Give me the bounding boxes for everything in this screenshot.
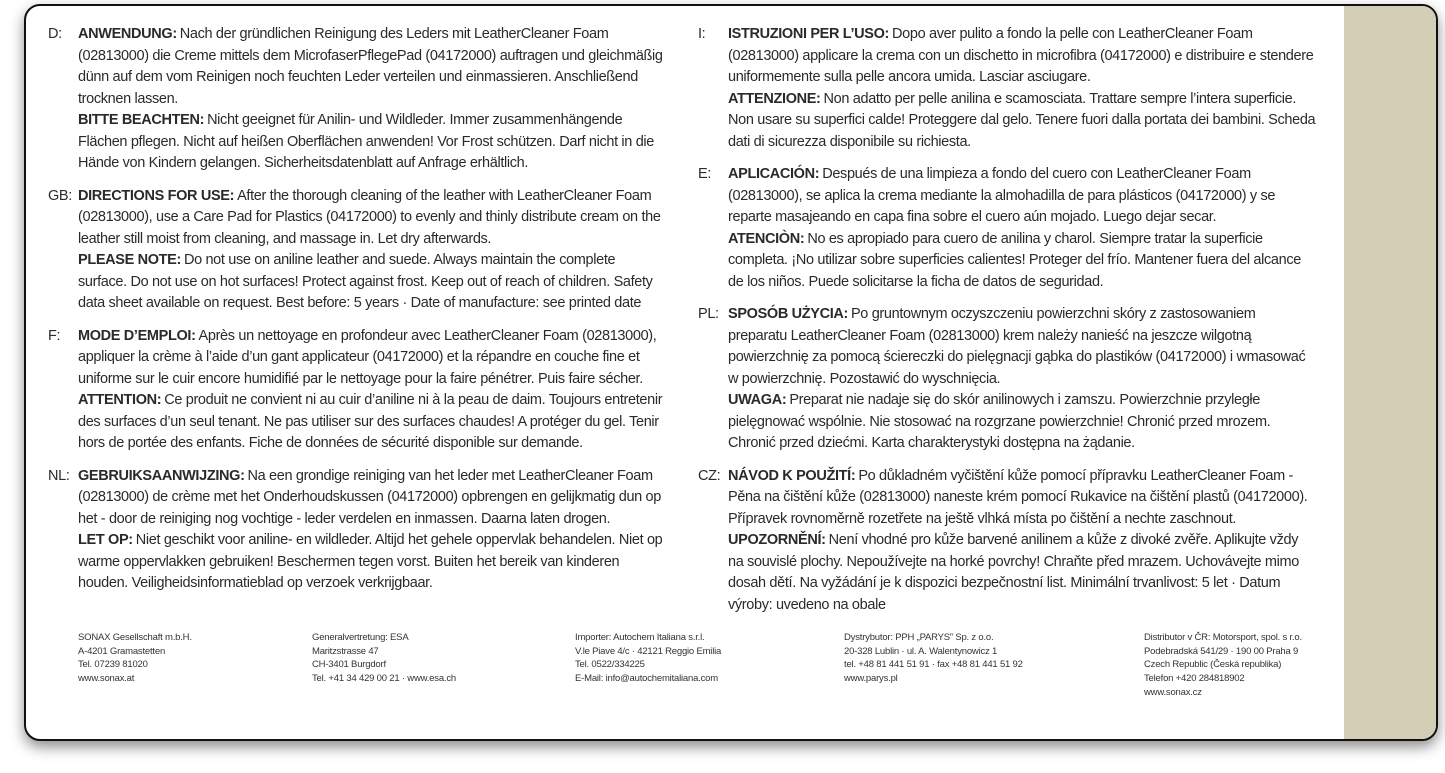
footer-address-line: Tel. 0522/334225 [575, 659, 645, 671]
instruction-paragraph [78, 530, 666, 595]
label-side-strip [1344, 6, 1436, 739]
footer-address-line: www.parys.pl [844, 673, 898, 685]
paragraph-heading: SPOSÓB UŻYCIA: [728, 306, 848, 322]
instruction-paragraph [78, 24, 666, 110]
language-section [698, 164, 1316, 293]
paragraph-heading: ATTENTION: [78, 392, 162, 408]
language-section [698, 24, 1316, 153]
language-code: F: [48, 327, 61, 344]
paragraph-heading: NÁVOD K POUŽITÍ: [728, 467, 856, 484]
paragraph-text: Není vhodné pro kůže barvené anilinem a kůže z divoké zvěře. Aplikujte vždy na souvislé plochy. Nepoužívejte na horké povrchy! Chraňte před mrazem. Uchovávejte mimo dosah dětí. Na vyžádání je k dispozici bezpečnostní list. Minimální trvanlivost: 5 let · Datum výroby: uvedeno na obale [728, 532, 1299, 613]
paragraph-text: After the thorough cleaning of the leather with LeatherCleaner Foam (02813000), use a Care Pad for Plastics (04172000) to evenly and thinly distribute cream on the leather still moist from cleaning, and massage in. Let dry afterwards. [78, 187, 661, 247]
language-section [26, 326, 666, 455]
footer-address-block [312, 631, 456, 686]
footer-address-block [844, 631, 1023, 686]
footer-address-line: Distributor v ČR: Motorsport, spol. s r.o. [1144, 632, 1302, 643]
instruction-paragraph [728, 229, 1316, 294]
language-code: E: [698, 166, 711, 182]
paragraph-text: Po důkladném vyčištění kůže pomocí přípravku LeatherCleaner Foam - Pěna na čištění kůže (02813000) naneste krém pomocí Rukavice na čištění plastů (04172000). Přípravek rovnoměrně rozetřete na ještě vlhká místa po čištění a nechte zaschnout. [728, 467, 1308, 527]
paragraph-text: Ce produit ne convient ni au cuir d’aniline ni à la peau de daim. Toujours entretenir des surfaces d’un seul tenant. Ne pas utiliser sur des surfaces chaudes! A protéger du gel. Tenir hors de portée des enfants. Fiche de données de sécurité disponible sur demande. [78, 392, 663, 451]
paragraph-text: Do not use on aniline leather and suede. Always maintain the complete surface. Do not use on hot surfaces! Protect against frost. Keep out of reach of children. Safety data sheet available on request. Best before: 5 years · Date of manufacture: see printed date [78, 252, 653, 311]
footer-address-line: CH-3401 Burgdorf [312, 659, 386, 671]
footer-address-line: V.le Piave 4/c · 42121 Reggio Emilia [575, 645, 722, 657]
paragraph-text: Nicht geeignet für Anilin- und Wildleder. Immer zusammenhängende Flächen pflegen. Nicht auf heißen Oberflächen anwenden! Vor Frost schützen. Darf nicht in die Hände von Kindern gelangen. Sicherheitsdatenblatt auf Anfrage erhältlich. [78, 112, 654, 171]
paragraph-text: Po gruntownym oczyszczeniu powierzchni skóry z zastosowaniem preparatu LeatherCleaner Foam (02813000) krem należy nanieść na jeszcze wilgotną powierzchnię za pomocą ściereczki do pielęgnacji gąbka do plastików (04172000) i wmasować w powierzchnię. Pozostawić do wyschnięcia. [728, 306, 1306, 387]
language-code: D: [48, 26, 62, 42]
instruction-paragraph [78, 326, 666, 391]
paragraph-heading: LET OP: [78, 532, 133, 548]
footer-address-line: 20-328 Lublin · ul. A. Walentynowicz 1 [844, 645, 998, 657]
instruction-paragraph [78, 110, 666, 175]
instruction-paragraph [78, 250, 666, 315]
language-code: I: [698, 26, 706, 42]
footer-address-block [78, 631, 192, 686]
instruction-paragraph [78, 466, 666, 531]
right-column [698, 24, 1316, 627]
footer-address-line: Podebradská 541/29 · 190 00 Praha 9 [1144, 645, 1299, 657]
instruction-paragraph [728, 304, 1316, 390]
paragraph-heading: APLICACIÓN: [728, 166, 820, 182]
instruction-paragraph [728, 466, 1316, 531]
language-code: CZ: [698, 467, 721, 484]
paragraph-text: Después de una limpieza a fondo del cuero con LeatherCleaner Foam (02813000), se aplica la crema mediante la almohadilla de para plásticos (04172000) y se reparte masajeando en capa fina sobre el cuero aún mojado. Luego dejar secar. [728, 166, 1276, 225]
footer-address-line: Telefon +420 284818902 [1144, 673, 1245, 685]
footer-address-line: tel. +48 81 441 51 91 · fax +48 81 441 51 92 [844, 659, 1023, 671]
paragraph-heading: ANWENDUNG: [78, 26, 177, 42]
paragraph-text: Niet geschikt voor aniline- en wildleder. Altijd het gehele oppervlak behandelen. Niet op warme oppervlakken gebruiken! Beschermen tegen vorst. Buiten het bereik van kinderen houden. Veiligheidsinformatieblad op verzoek verkrijgbaar. [78, 532, 663, 591]
product-label [24, 4, 1438, 741]
instruction-paragraph [728, 89, 1316, 154]
paragraph-heading: PLEASE NOTE: [78, 252, 181, 268]
paragraph-heading: ISTRUZIONI PER L’USO: [728, 26, 890, 42]
language-section [26, 24, 666, 175]
paragraph-text: No es apropiado para cuero de anilina y charol. Siempre tratar la superficie completa. ¡No utilizar sobre superficies calientes! Proteger del frío. Mantener fuera del alcance de los niños. Puede solicitarse la ficha de datos de seguridad. [728, 230, 1301, 290]
paragraph-heading: UWAGA: [728, 392, 787, 408]
footer-address-line: SONAX Gesellschaft m.b.H. [78, 632, 192, 643]
paragraph-heading: ATTENZIONE: [728, 90, 821, 107]
paragraph-text: Na een grondige reiniging van het leder met LeatherCleaner Foam (02813000) de crème met het Onderhoudskussen (04172000) opbrengen en gelijkmatig dun op het - door de reiniging nog vochtige - leder verdelen en inmassen. Daarna laten drogen. [78, 467, 661, 527]
instruction-paragraph [78, 186, 666, 251]
footer-address-line: E-Mail: info@autochemitaliana.com [575, 673, 718, 685]
language-section [26, 466, 666, 595]
language-code: NL: [48, 467, 70, 484]
footer-address-block [575, 631, 721, 686]
footer-address-line: www.sonax.cz [1144, 686, 1202, 698]
paragraph-heading: BITTE BEACHTEN: [78, 112, 205, 128]
instruction-paragraph [728, 24, 1316, 89]
paragraph-text: Après un nettoyage en profondeur avec LeatherCleaner Foam (02813000), appliquer la crème à l’aide d’un gant applicateur (04172000) et la répandre en couche fine et uniforme sur le cuir encore humidifié par le nettoyage pour la faire pénétrer. Puis faire sécher. [78, 327, 657, 387]
footer-address-block [1144, 631, 1302, 700]
footer-address-line: A-4201 Gramastetten [78, 645, 166, 657]
instruction-paragraph [728, 164, 1316, 229]
language-section [26, 186, 666, 315]
footer-address-line: www.sonax.at [78, 673, 135, 685]
instruction-paragraph [78, 390, 666, 455]
paragraph-heading: DIRECTIONS FOR USE: [78, 187, 235, 204]
left-column [26, 24, 666, 606]
paragraph-heading: GEBRUIKSAANWIJZING: [78, 467, 245, 484]
paragraph-text: Nach der gründlichen Reinigung des Leders mit LeatherCleaner Foam (02813000) die Creme mittels dem MicrofaserPflegePad (04172000) auftragen und gleichmäßig dünn auf dem vom Reinigen noch feuchten Leder verteilen und einmassieren. Anschließend trocknen lassen. [78, 26, 663, 107]
footer-address-line: Maritzstrasse 47 [312, 645, 379, 657]
footer-address-line: Tel. +41 34 429 00 21 · www.esa.ch [312, 673, 456, 685]
paragraph-heading: MODE D’EMPLOI: [78, 327, 196, 344]
footer-address-line: Importer: Autochem Italiana s.r.l. [575, 632, 705, 643]
footer-address-line: Tel. 07239 81020 [78, 659, 148, 671]
language-code: PL: [698, 306, 719, 322]
paragraph-heading: ATENCIÒN: [728, 230, 805, 247]
paragraph-text: Preparat nie nadaje się do skór anilinowych i zamszu. Powierzchnie przyległe pielęgnować wspólnie. Nie stosować na rozgrzane powierzchnie! Chronić przed mrozem. Chronić przed dziećmi. Karta charakterystyki dostępna na żądanie. [728, 392, 1271, 451]
footer-address-line: Czech Republic (Česká republika) [1144, 659, 1282, 671]
footer-address-line: Generalvertretung: ESA [312, 632, 409, 643]
language-section [698, 466, 1316, 617]
paragraph-text: Dopo aver pulito a fondo la pelle con LeatherCleaner Foam (02813000) applicare la crema con un dischetto in microfibra (04172000) e distribuire e stendere uniformemente sulla pelle ancora umida. Lasciar asciugare. [728, 26, 1314, 85]
language-code: GB: [48, 187, 72, 204]
language-section [698, 304, 1316, 455]
instruction-paragraph [728, 390, 1316, 455]
instruction-paragraph [728, 530, 1316, 616]
paragraph-text: Non adatto per pelle anilina e scamosciata. Trattare sempre l’intera superficie. Non usare su superfici calde! Proteggere dal gelo. Tenere fuori dalla portata dei bambini. Scheda dati di sicurezza disponibile su richiesta. [728, 90, 1316, 150]
footer-address-line: Dystrybutor: PPH „PARYS” Sp. z o.o. [844, 632, 994, 643]
paragraph-heading: UPOZORNĚNÍ: [728, 532, 826, 548]
